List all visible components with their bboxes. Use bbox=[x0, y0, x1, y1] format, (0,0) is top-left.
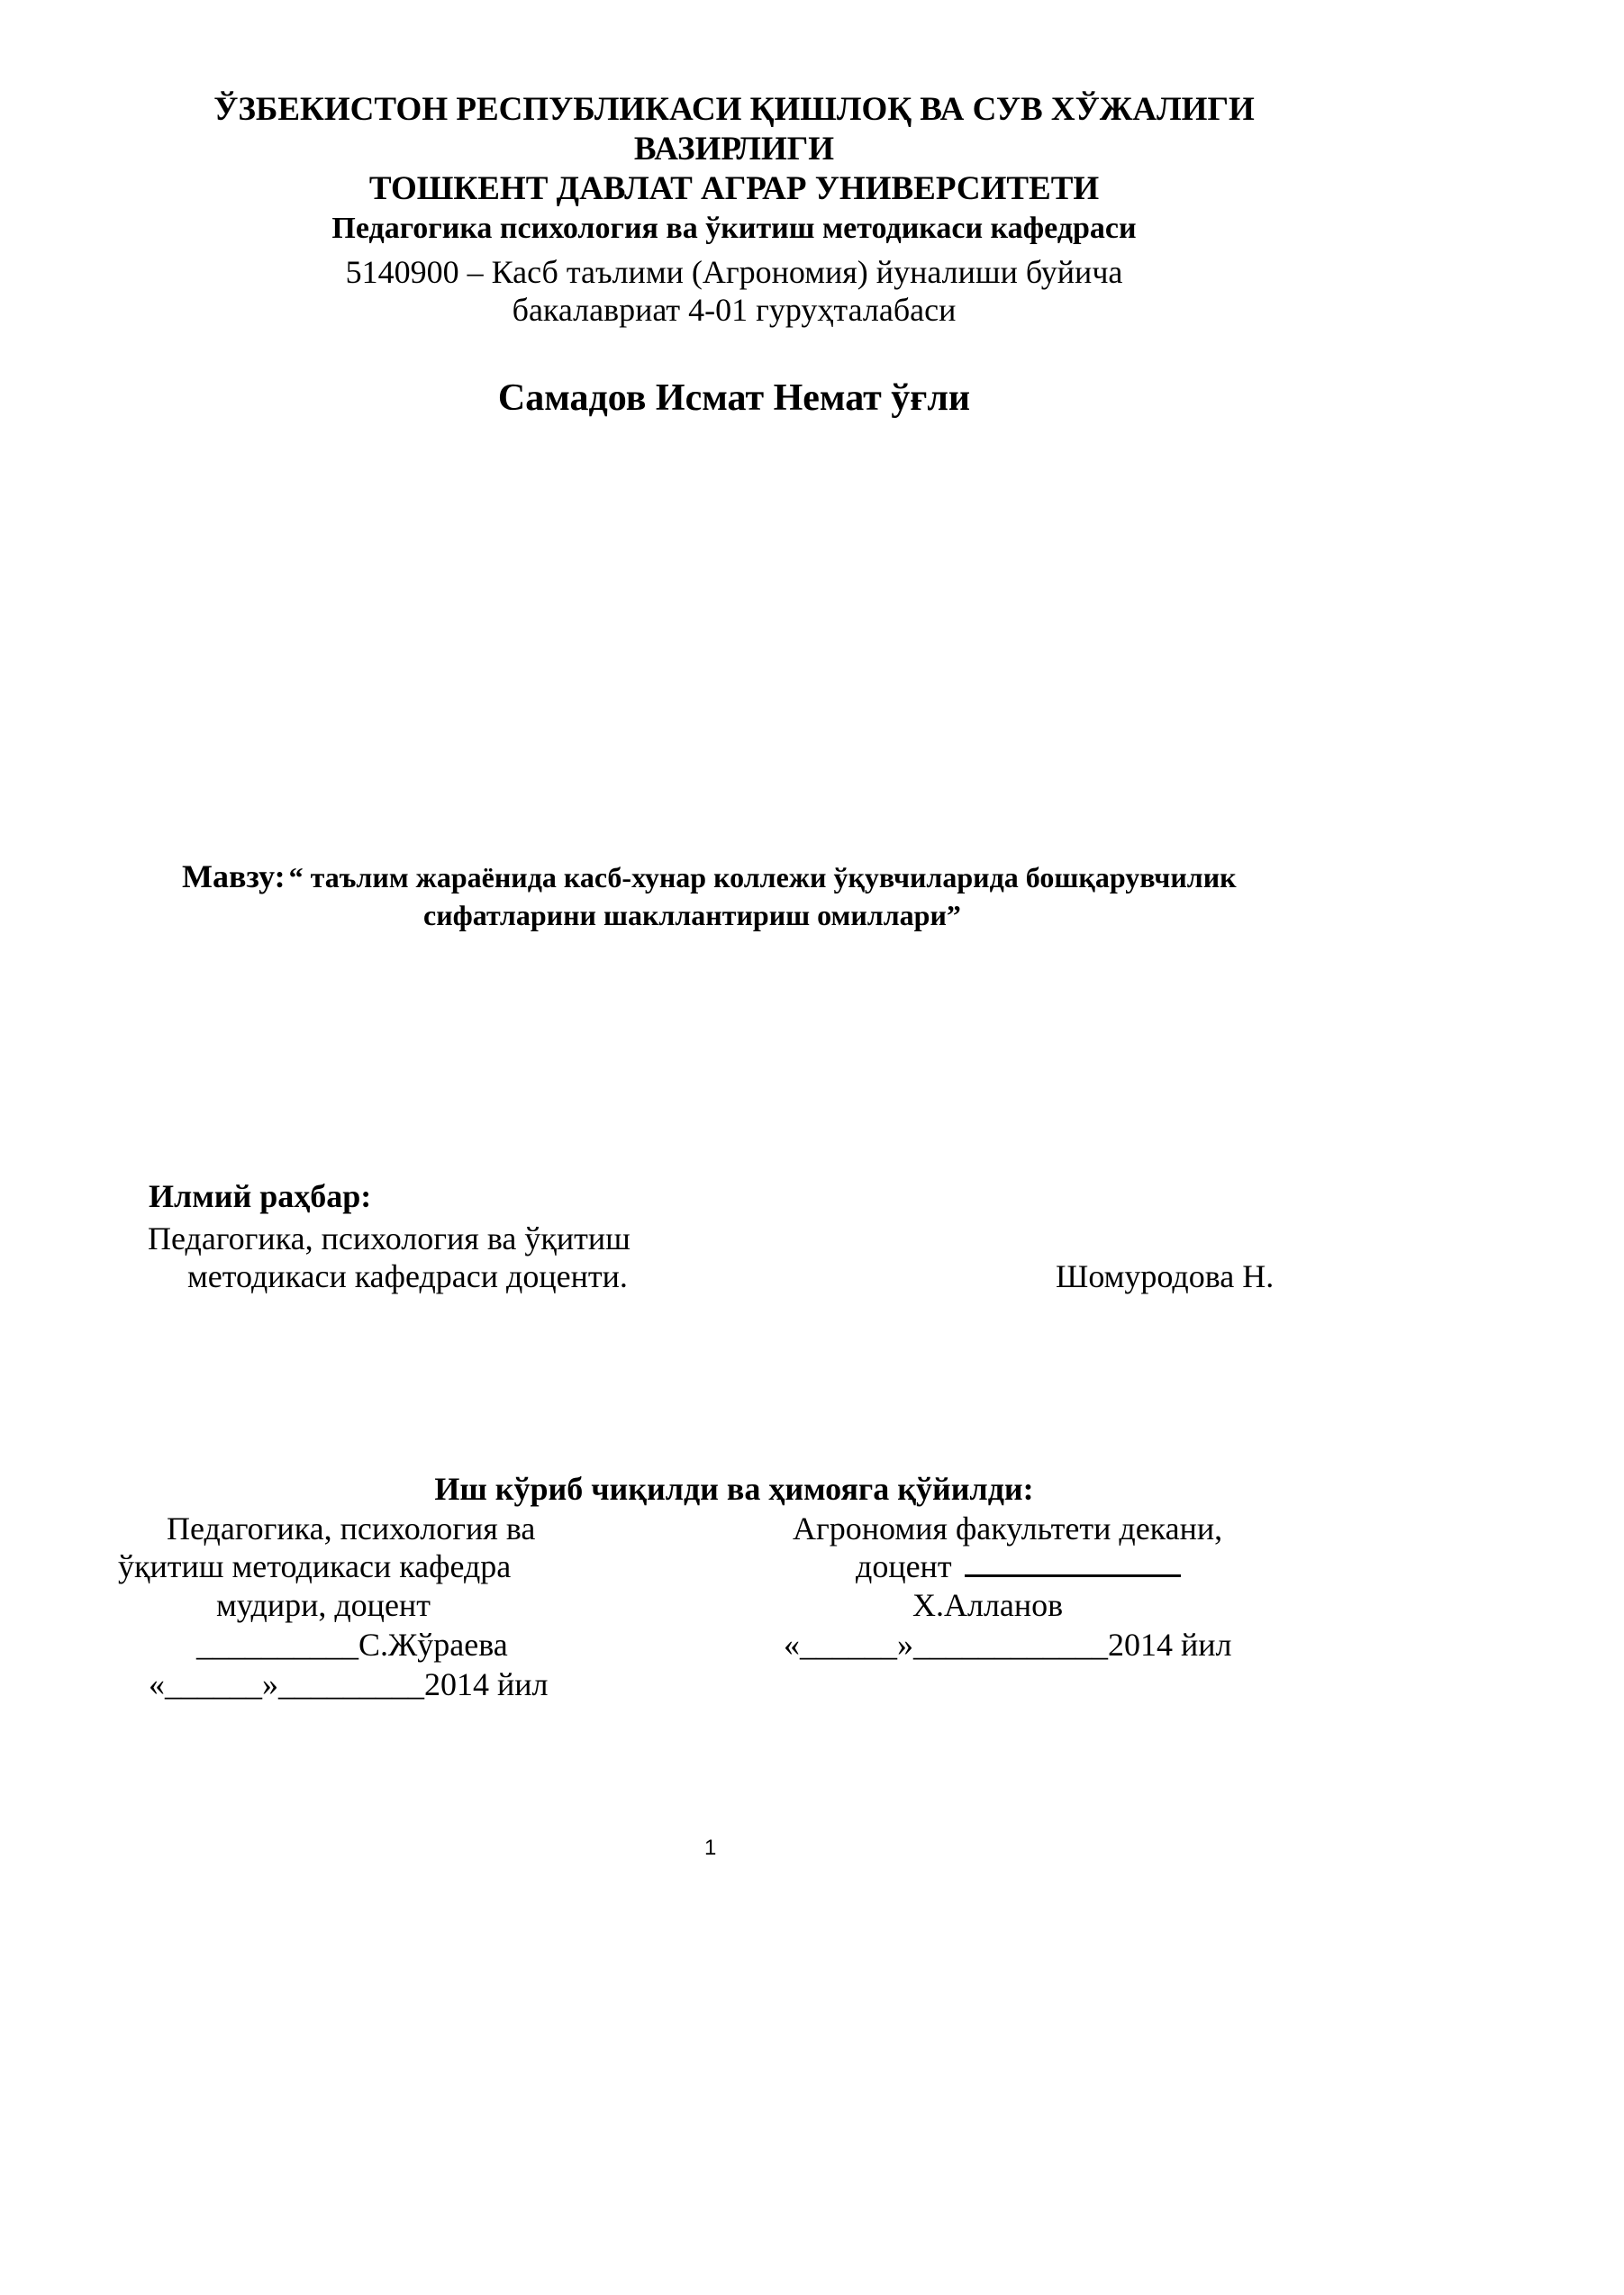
direction-line: 5140900 – Касб таълими (Агрономия) йуналиши буйича bbox=[345, 254, 1123, 290]
ministry-title-line2: ВАЗИРЛИГИ bbox=[633, 131, 835, 168]
topic-text-line1: “ таълим жараёнида касб-хунар коллежи ўқувчиларида бошқарувчилик bbox=[288, 861, 1237, 894]
approval-left-line3: мудири, доцент bbox=[216, 1587, 431, 1623]
university-title: ТОШКЕНТ ДАВЛАТ АГРАР УНИВЕРСИТЕТИ bbox=[368, 170, 1100, 207]
group-line: бакалавриат 4-01 гуруҳталабаси bbox=[512, 292, 957, 328]
topic-line1 bbox=[182, 860, 1237, 893]
approval-right-name: Х.Алланов bbox=[912, 1587, 1064, 1623]
signature-blank bbox=[965, 1551, 1181, 1577]
approval-left-signature: __________С.Жўраева bbox=[196, 1627, 508, 1663]
department-title: Педагогика психология ва ўкитиш методикаси кафедраси bbox=[331, 212, 1137, 245]
approval-left-line2: ўқитиш методикаси кафедра bbox=[118, 1548, 512, 1584]
approval-right-date: «______»____________2014 йил bbox=[784, 1627, 1232, 1663]
approval-right-line1: Агрономия факультети декани, bbox=[793, 1510, 1223, 1547]
supervisor-heading: Илмий раҳбар: bbox=[149, 1178, 372, 1214]
supervisor-position-line1: Педагогика, психология ва ўқитиш bbox=[148, 1220, 631, 1256]
supervisor-position-line2: методикаси кафедраси доценти. bbox=[187, 1258, 628, 1294]
approval-right-position: доцент bbox=[856, 1548, 952, 1584]
approval-right-line2 bbox=[856, 1550, 1181, 1583]
approval-left-line1: Педагогика, психология ва bbox=[167, 1510, 536, 1547]
student-name: Самадов Исмат Немат ўғли bbox=[497, 377, 971, 419]
ministry-title-line1: ЎЗБЕКИСТОН РЕСПУБЛИКАСИ ҚИШЛОҚ ВА СУВ ХЎЖАЛИГИ bbox=[213, 91, 1255, 128]
approval-heading: Иш кўриб чиқилди ва ҳимояга қўйилди: bbox=[434, 1471, 1034, 1507]
approval-left-date: «______»_________2014 йил bbox=[149, 1666, 549, 1702]
topic-label: Мавзу: bbox=[182, 858, 286, 894]
topic-text-line2: сифатларини шакллантириш омиллари” bbox=[423, 899, 961, 931]
page-number: 1 bbox=[704, 1836, 717, 1860]
supervisor-name: Шомуродова Н. bbox=[1056, 1258, 1275, 1294]
